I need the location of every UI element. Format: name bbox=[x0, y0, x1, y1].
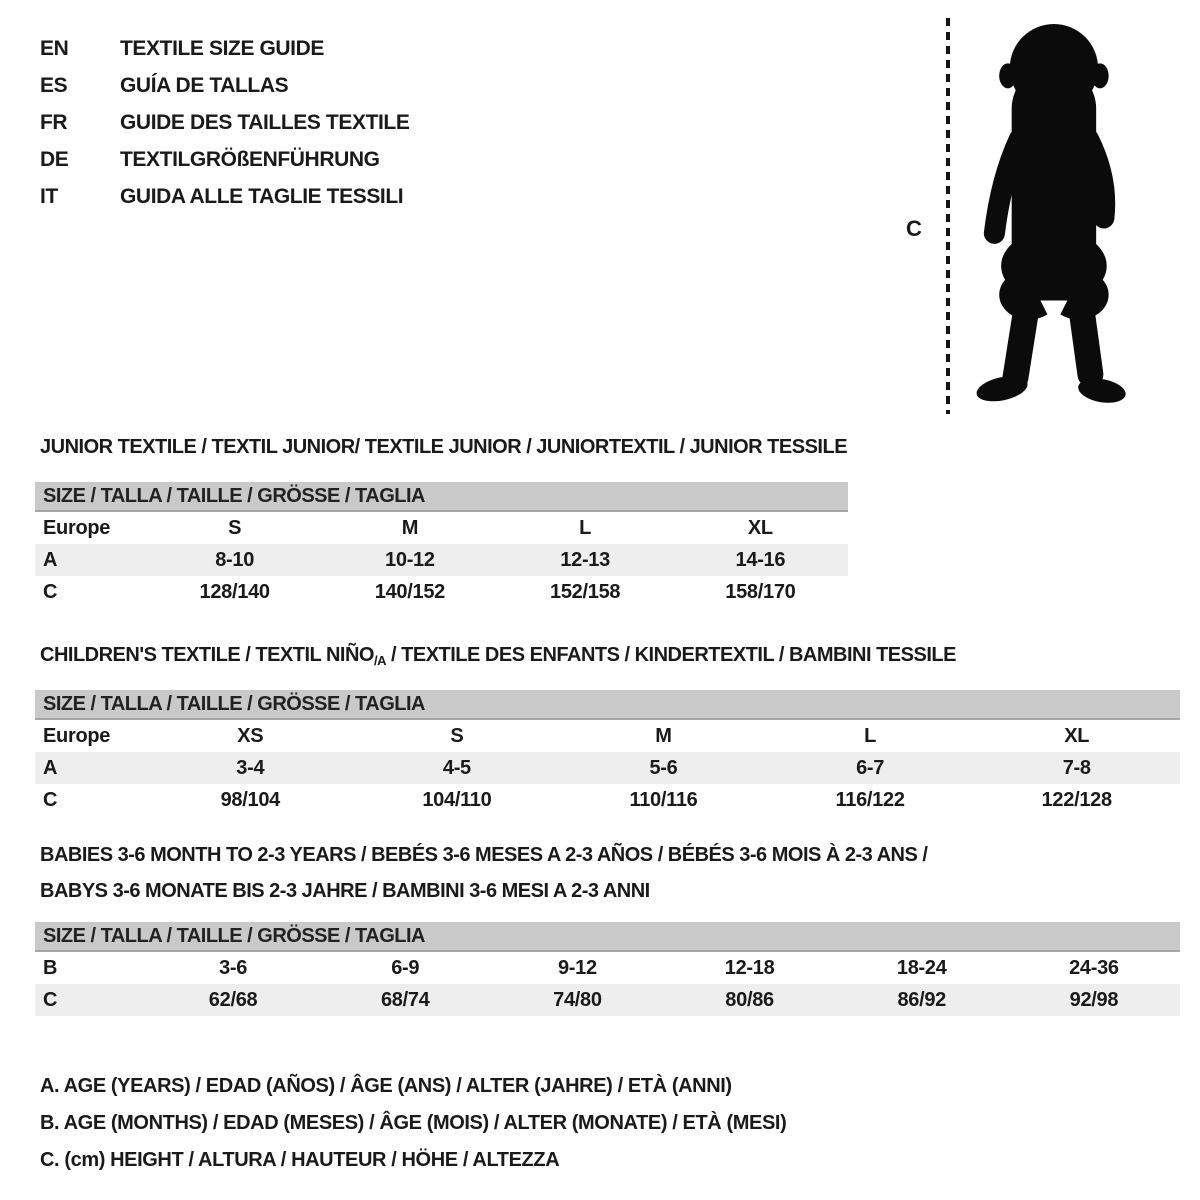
row-label-cell: Europe bbox=[43, 725, 111, 747]
children-title-pre: CHILDREN'S TEXTILE / TEXTIL NIÑO bbox=[40, 644, 374, 666]
age-cell: 8-10 bbox=[215, 549, 255, 571]
age-cell: 14-16 bbox=[735, 549, 786, 571]
legend-line-b: B. AGE (MONTHS) / EDAD (MESES) / ÂGE (MOIS) / ALTER (MONATE) / ETÀ (MESI) bbox=[40, 1112, 787, 1134]
babies-section-title-line1: BABIES 3-6 MONTH TO 2-3 YEARS / BEBÉS 3-6 MESES A 2-3 AÑOS / BÉBÉS 3-6 MOIS À 2-3 ANS / bbox=[40, 844, 928, 866]
row-label-cell: C bbox=[43, 989, 58, 1011]
height-cell: 62/68 bbox=[208, 989, 258, 1011]
language-row-es bbox=[40, 67, 409, 104]
table-row-age bbox=[35, 752, 1180, 784]
table-row-height bbox=[35, 576, 848, 608]
height-cell: 122/128 bbox=[1041, 789, 1112, 811]
age-cell: 6-9 bbox=[391, 957, 420, 979]
row-label-cell: C bbox=[43, 581, 58, 603]
language-code: ES bbox=[40, 73, 68, 97]
legend-line-a: A. AGE (YEARS) / EDAD (AÑOS) / ÂGE (ANS) / ALTER (JAHRE) / ETÀ (ANNI) bbox=[40, 1075, 732, 1097]
guide-title-en: TEXTILE SIZE GUIDE bbox=[120, 36, 324, 60]
height-cell: 128/140 bbox=[199, 581, 270, 603]
guide-title-fr: GUIDE DES TAILLES TEXTILE bbox=[120, 110, 410, 134]
age-cell: 12-18 bbox=[724, 957, 775, 979]
size-header-bar: SIZE / TALLA / TAILLE / GRÖSSE / TAGLIA bbox=[35, 482, 848, 512]
row-label-cell: A bbox=[43, 757, 58, 779]
age-cell: 24-36 bbox=[1069, 957, 1119, 979]
size-cell: XS bbox=[237, 725, 264, 747]
height-cell: 158/170 bbox=[725, 581, 796, 603]
height-cell: 92/98 bbox=[1069, 989, 1119, 1011]
size-cell: M bbox=[655, 725, 672, 747]
language-code: FR bbox=[40, 110, 68, 134]
height-cell: 152/158 bbox=[550, 581, 621, 603]
age-cell: 3-6 bbox=[219, 957, 248, 979]
guide-title-it: GUIDA ALLE TAGLIE TESSILI bbox=[120, 184, 404, 208]
language-code: DE bbox=[40, 147, 69, 171]
row-label-cell: Europe bbox=[43, 517, 111, 539]
guide-title-de: TEXTILGRÖßENFÜHRUNG bbox=[120, 147, 380, 171]
height-measure-dashed-line bbox=[946, 18, 950, 414]
height-cell: 110/116 bbox=[629, 789, 698, 811]
height-cell: 98/104 bbox=[220, 789, 280, 811]
children-title-post: / TEXTILE DES ENFANTS / KINDERTEXTIL / BAMBINI TESSILE bbox=[385, 644, 956, 666]
age-cell: 7-8 bbox=[1062, 757, 1091, 779]
table-row-age-months bbox=[35, 952, 1180, 984]
size-cell: XL bbox=[747, 517, 773, 539]
language-code: IT bbox=[40, 184, 58, 208]
size-header-bar: SIZE / TALLA / TAILLE / GRÖSSE / TAGLIA bbox=[35, 922, 1180, 952]
table-row-europe bbox=[35, 720, 1180, 752]
age-cell: 5-6 bbox=[649, 757, 678, 779]
baby-silhouette-icon bbox=[956, 12, 1148, 420]
table-row-height bbox=[35, 784, 1180, 816]
size-header-bar: SIZE / TALLA / TAILLE / GRÖSSE / TAGLIA bbox=[35, 690, 1180, 720]
language-row-it bbox=[40, 178, 409, 215]
children-size-table bbox=[35, 690, 1180, 816]
height-cell: 74/80 bbox=[553, 989, 602, 1011]
language-row-de bbox=[40, 141, 409, 178]
table-row-age bbox=[35, 544, 848, 576]
size-cell: L bbox=[864, 725, 877, 747]
age-cell: 9-12 bbox=[557, 957, 597, 979]
age-cell: 4-5 bbox=[442, 757, 471, 779]
language-row-fr bbox=[40, 104, 409, 141]
size-cell: S bbox=[228, 517, 242, 539]
height-cell: 86/92 bbox=[897, 989, 947, 1011]
height-cell: 116/122 bbox=[835, 789, 905, 811]
children-section-title bbox=[40, 644, 956, 668]
age-cell: 3-4 bbox=[236, 757, 265, 779]
language-title-block bbox=[40, 30, 409, 215]
guide-title-es: GUÍA DE TALLAS bbox=[120, 73, 289, 97]
size-cell: S bbox=[450, 725, 464, 747]
table-row-europe bbox=[35, 512, 848, 544]
row-label-cell: B bbox=[43, 957, 58, 979]
language-row-en bbox=[40, 30, 409, 67]
height-cell: 68/74 bbox=[380, 989, 430, 1011]
babies-section-title-line2: BABYS 3-6 MONATE BIS 2-3 JAHRE / BAMBINI 3-6 MESI A 2-3 ANNI bbox=[40, 880, 650, 902]
junior-section-title: JUNIOR TEXTILE / TEXTIL JUNIOR/ TEXTILE JUNIOR / JUNIORTEXTIL / JUNIOR TESSILE bbox=[40, 436, 848, 458]
junior-size-table bbox=[35, 482, 848, 608]
age-cell: 6-7 bbox=[856, 757, 885, 779]
legend-line-c: C. (cm) HEIGHT / ALTURA / HAUTEUR / HÖHE / ALTEZZA bbox=[40, 1149, 560, 1171]
height-cell: 140/152 bbox=[374, 581, 445, 603]
row-label-cell: C bbox=[43, 789, 58, 811]
age-cell: 18-24 bbox=[896, 957, 947, 979]
size-cell: M bbox=[401, 517, 419, 539]
babies-size-table bbox=[35, 922, 1180, 1016]
height-cell: 104/110 bbox=[422, 789, 492, 811]
height-measure-label: C bbox=[906, 216, 922, 241]
legend-block bbox=[40, 1068, 786, 1179]
age-cell: 12-13 bbox=[560, 549, 610, 571]
children-title-sub: /A bbox=[373, 653, 386, 668]
row-label-cell: A bbox=[43, 549, 58, 571]
size-cell: L bbox=[579, 517, 592, 539]
size-cell: XL bbox=[1064, 725, 1090, 747]
table-row-height bbox=[35, 984, 1180, 1016]
language-code: EN bbox=[40, 36, 69, 60]
height-cell: 80/86 bbox=[725, 989, 774, 1011]
age-cell: 10-12 bbox=[385, 549, 435, 571]
